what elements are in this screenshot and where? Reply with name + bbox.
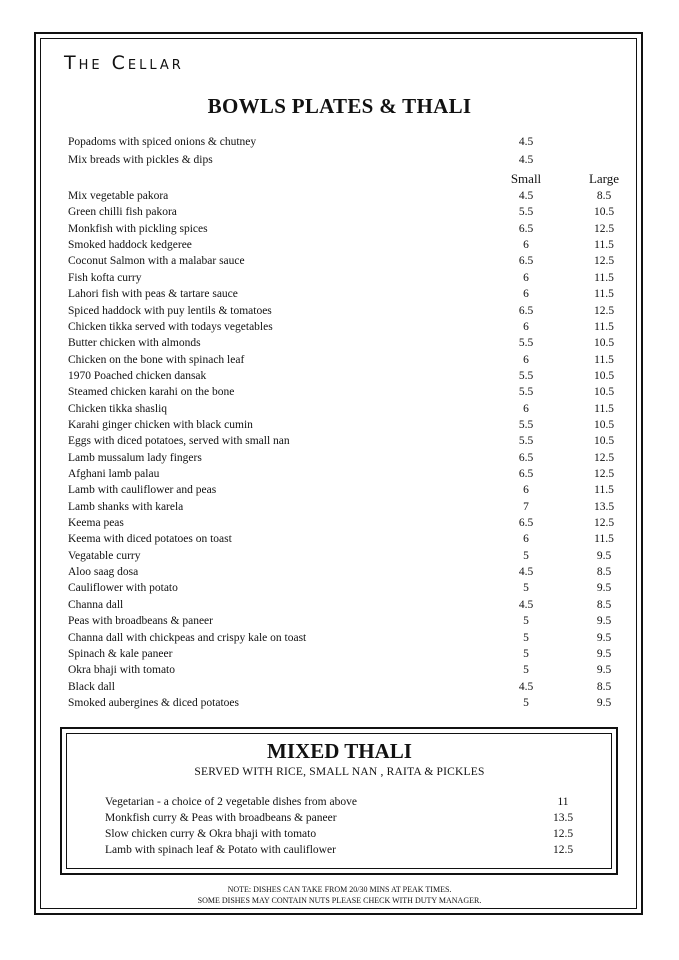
menu-item-large-price: 10.5 [593,369,615,382]
menu-item-large-price: 8.5 [596,598,612,611]
menu-item-small-price: 6 [523,239,529,252]
menu-item-large-price: 12.5 [593,222,615,235]
menu-item-large-price: 11.5 [594,533,614,546]
brand-text: The Cellar [64,52,184,74]
menu-item-large-price: 9.5 [596,631,612,644]
menu-item-name: Vegatable curry [68,549,141,562]
menu-item-large-price: 10.5 [593,206,615,219]
thali-item-price: 12.5 [552,844,574,856]
menu-item-large-price: 11.5 [594,239,614,252]
menu-item-small-price: 6.5 [518,255,534,268]
menu-item-name: 1970 Poached chicken dansak [68,369,207,382]
menu-item-small-price: 5 [523,549,529,562]
thali-item-price: 12.5 [552,828,574,840]
menu-item-large-price: 12.5 [593,255,615,268]
menu-item-small-price: 7 [523,500,529,513]
menu-item-large-price: 13.5 [593,500,615,513]
menu-item-small-price: 5 [523,631,529,644]
menu-item-large-price: 9.5 [596,549,612,562]
menu-item-name: Chicken tikka shasliq [68,402,168,415]
section-title: BOWLS PLATES & THALI [207,94,472,118]
menu-item-small-price: 6 [523,533,529,546]
menu-item-large-price: 12.5 [593,304,615,317]
menu-item-large-price: 12.5 [593,451,615,464]
thali-title: MIXED THALI [267,739,412,763]
menu-item-small-price: 5.5 [518,435,534,448]
thali-item-name: Monkfish curry & Peas with broadbeans & paneer [105,812,337,824]
menu-item-small-price: 4.5 [518,598,534,611]
menu-item-small-price: 5.5 [518,369,534,382]
menu-item-large-price: 10.5 [593,418,615,431]
menu-item-name: Spinach & kale paneer [68,647,173,660]
note-line-2: SOME DISHES MAY CONTAIN NUTS PLEASE CHECK WITH DUTY MANAGER. [197,896,482,905]
menu-item-name: Smoked aubergines & diced potatoes [68,696,239,709]
menu-item-small-price: 5.5 [518,386,534,399]
menu-item-large-price: 9.5 [596,615,612,628]
menu-item-name: Keema with diced potatoes on toast [68,533,232,546]
menu-item-name: Lamb mussalum lady fingers [68,451,202,464]
menu-item-small-price: 4.5 [518,190,534,202]
menu-item-small-price: 6.5 [518,304,534,317]
menu-item-small-price: 6 [523,271,529,284]
menu-item-small-price: 5 [523,647,529,660]
menu-item-small-price: 5 [523,582,529,595]
menu-item-large-price: 11.5 [594,353,614,366]
menu-item-name: Lamb with cauliflower and peas [68,484,217,497]
menu-item-name: Aloo saag dosa [68,566,139,578]
thali-subtitle: SERVED WITH RICE, SMALL NAN , RAITA & PICKLES [194,766,485,778]
menu-item-small-price: 5.5 [518,337,534,350]
menu-item-small-price: 6 [523,288,529,301]
note-line-1: NOTE: DISHES CAN TAKE FROM 20/30 MINS AT PEAK TIMES. [227,885,452,894]
restaurant-name [64,52,184,74]
menu-item-small-price: 5.5 [518,418,534,431]
menu-item-name: Okra bhaji with tomato [68,664,175,677]
menu-item-small-price: 6.5 [518,451,534,464]
menu-item-name: Afghani lamb palau [68,468,160,480]
menu-item-name: Steamed chicken karahi on the bone [68,386,235,399]
thali-item-name: Slow chicken curry & Okra bhaji with tomato [105,828,317,840]
menu-item-small-price: 6.5 [518,468,534,480]
menu-item-large-price: 12.5 [593,517,615,529]
small-column-header: Small [510,171,542,186]
menu-item-price: 4.5 [518,154,534,166]
menu-item-large-price: 11.5 [594,288,614,301]
menu-item-large-price: 11.5 [594,402,614,415]
menu-item-name: Lahori fish with peas & tartare sauce [68,288,238,301]
menu-item-large-price: 8.5 [596,566,612,578]
menu-item-large-price: 10.5 [593,386,615,399]
thali-item-price: 13.5 [552,812,574,824]
menu-item-name: Peas with broadbeans & paneer [68,615,213,628]
menu-item-name: Chicken tikka served with todays vegetables [68,320,273,333]
menu-item-name: Spiced haddock with puy lentils & tomatoes [68,304,272,317]
menu-item-name: Eggs with diced potatoes, served with small nan [68,435,290,448]
menu-item-large-price: 9.5 [596,696,612,709]
menu-item-name: Karahi ginger chicken with black cumin [68,418,253,431]
thali-item-price: 11 [557,796,569,808]
menu-item-small-price: 6.5 [518,222,534,235]
menu-item-small-price: 6.5 [518,517,534,529]
menu-item-name: Mix vegetable pakora [68,190,169,202]
menu-item-name: Green chilli fish pakora [68,206,177,219]
thali-item-name: Lamb with spinach leaf & Potato with cauliflower [105,844,336,856]
thali-item-name: Vegetarian - a choice of 2 vegetable dishes from above [105,796,357,808]
menu-item-name: Cauliflower with potato [68,582,178,595]
menu-item-small-price: 6 [523,353,529,366]
menu-item-name: Black dall [68,680,115,693]
menu-item-small-price: 6 [523,320,529,333]
menu-item-small-price: 5 [523,696,529,709]
menu-item-price: 4.5 [518,136,534,148]
menu-item-large-price: 11.5 [594,320,614,333]
large-column-header: Large [588,171,620,186]
menu-item-name: Mix breads with pickles & dips [68,154,213,166]
menu-item-name: Chicken on the bone with spinach leaf [68,353,245,366]
menu-item-name: Butter chicken with almonds [68,337,201,350]
menu-item-small-price: 4.5 [518,566,534,578]
menu-item-name: Coconut Salmon with a malabar sauce [68,255,245,268]
menu-item-name: Channa dall with chickpeas and crispy kale on toast [68,631,307,644]
menu-item-name: Smoked haddock kedgeree [68,239,192,252]
menu-item-small-price: 5 [523,664,529,677]
menu-item-large-price: 11.5 [594,271,614,284]
menu-item-large-price: 12.5 [593,468,615,480]
menu-item-name: Fish kofta curry [68,271,142,284]
menu-item-name: Lamb shanks with karela [68,500,184,513]
menu-item-name: Channa dall [68,598,124,611]
menu-item-large-price: 9.5 [596,582,612,595]
menu-item-small-price: 6 [523,402,529,415]
menu-item-name: Popadoms with spiced onions & chutney [68,136,257,148]
menu-item-small-price: 5.5 [518,206,534,219]
menu-item-large-price: 8.5 [596,190,612,202]
menu-item-small-price: 4.5 [518,680,534,693]
menu-item-small-price: 5 [523,615,529,628]
menu-item-large-price: 9.5 [596,664,612,677]
menu-item-small-price: 6 [523,484,529,497]
menu-item-large-price: 10.5 [593,435,615,448]
menu-item-name: Keema peas [68,517,124,529]
menu-item-large-price: 8.5 [596,680,612,693]
menu-item-large-price: 11.5 [594,484,614,497]
menu-item-large-price: 10.5 [593,337,615,350]
menu-item-name: Monkfish with pickling spices [68,222,208,235]
menu-item-large-price: 9.5 [596,647,612,660]
